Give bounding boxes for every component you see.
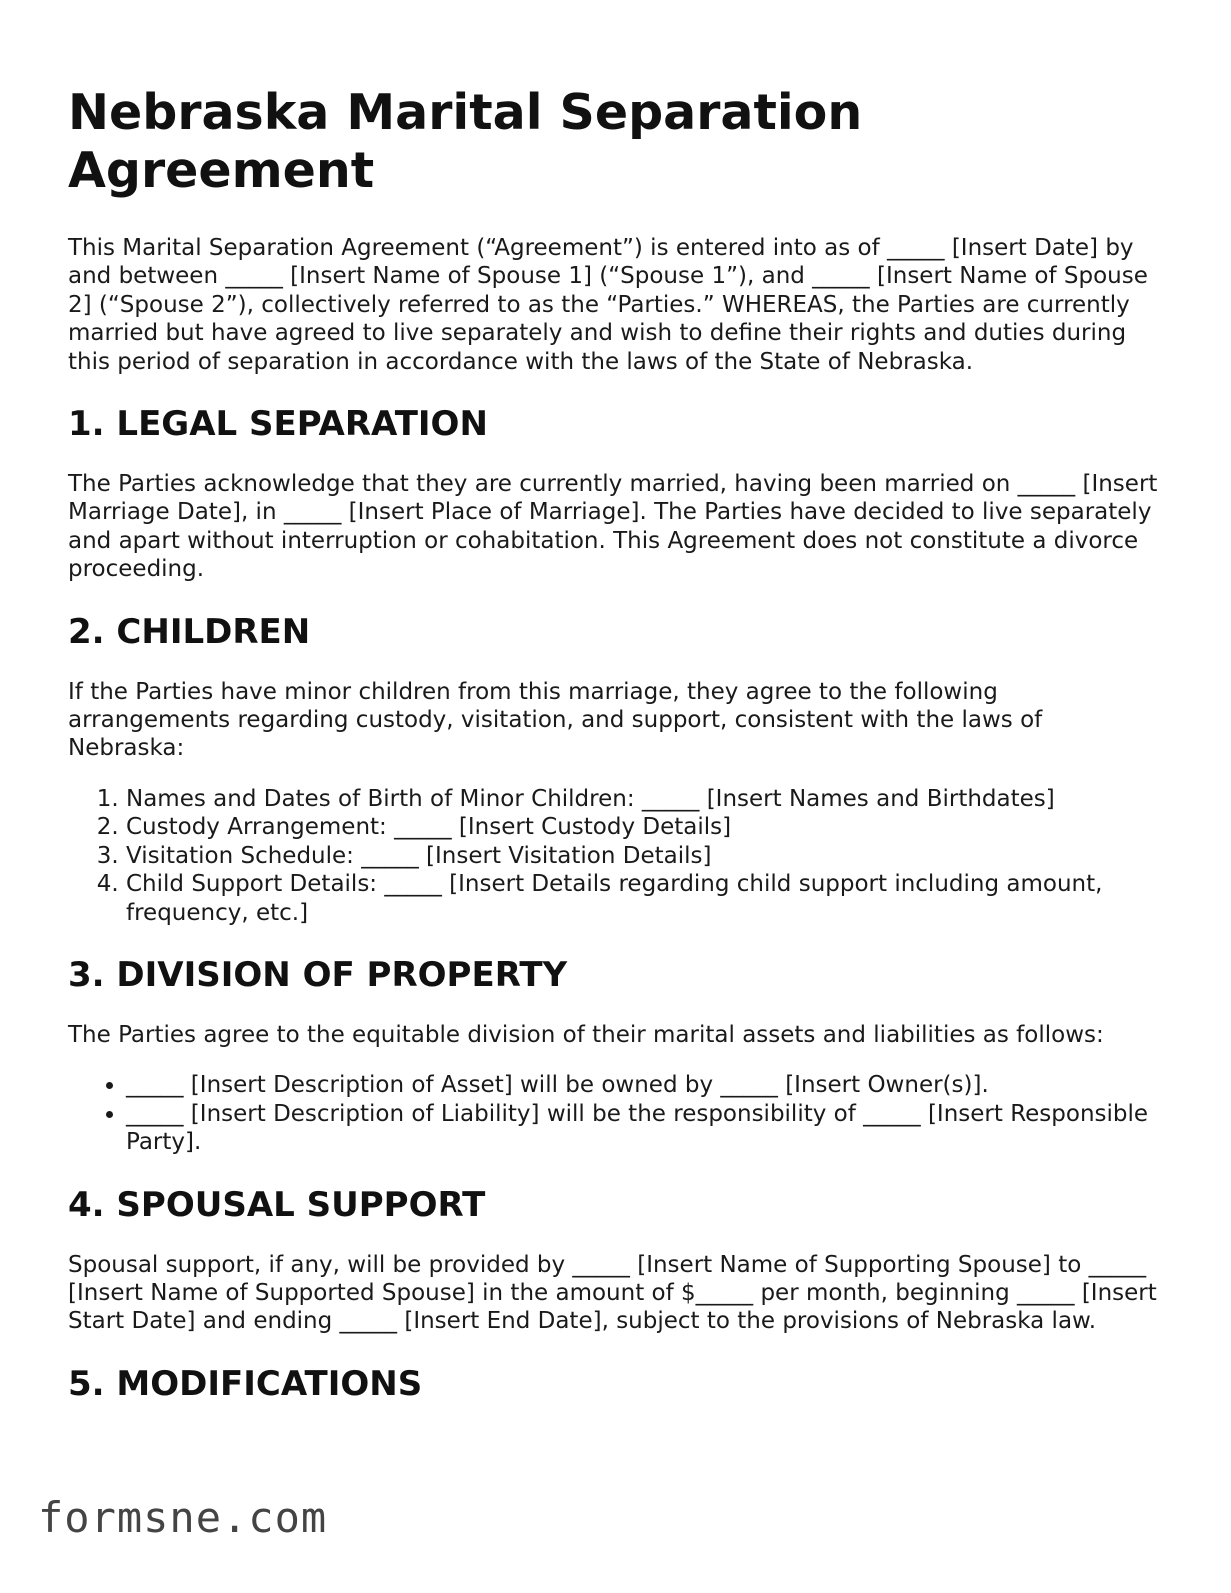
property-list (68, 1071, 1158, 1156)
list-item: • _____ [Insert Description of Asset] will be owned by _____ [Insert Owner(s)]. (126, 1071, 1158, 1099)
document-title: Nebraska Marital Separation Agreement (68, 84, 863, 199)
site-watermark: formsne.com (38, 1493, 328, 1542)
list-item: 3. Visitation Schedule: _____ [Insert Visitation Details] (126, 842, 1158, 870)
list-item: 2. Custody Arrangement: _____ [Insert Custody Details] (126, 813, 1158, 841)
section-body: Spousal support, if any, will be provided by _____ [Insert Name of Supporting Spouse] to _____ [Insert Name of Supported Spouse] in the amount of $_____ per month, beginning _____ [Insert Start Date] and ending _____ [Insert End Date], subject to the provisions of Nebraska law. (68, 1251, 1157, 1335)
section-legal-separation (68, 404, 1158, 584)
list-item: 4. Child Support Details: _____ [Insert Details regarding child support including amount, frequency, etc.] (126, 870, 1158, 927)
section-body: If the Parties have minor children from this marriage, they agree to the following arrangements regarding custody, visitation, and support, consistent with the laws of Nebraska: (68, 678, 1043, 762)
section-modifications (68, 1364, 1158, 1404)
section-division-of-property (68, 955, 1158, 1157)
section-heading: 4. SPOUSAL SUPPORT (68, 1184, 486, 1225)
section-heading: 5. MODIFICATIONS (68, 1363, 423, 1404)
section-heading: 3. DIVISION OF PROPERTY (68, 954, 568, 995)
children-list (68, 785, 1158, 927)
section-heading: 1. LEGAL SEPARATION (68, 404, 488, 445)
section-spousal-support (68, 1185, 1158, 1336)
section-body: The Parties acknowledge that they are currently married, having been married on _____ [Insert Marriage Date], in _____ [Insert Place of Marriage]. The Parties have decided to live separately and apart without interruption or cohabitation. This Agreement does not constitute a divorce proceeding. (68, 471, 1158, 583)
intro-paragraph: This Marital Separation Agreement (“Agreement”) is entered into as of _____ [Insert Date] by and between _____ [Insert Name of Spouse 1] (“Spouse 1”), and _____ [Insert Name of Spouse 2] (“Spouse 2”), collectively referred to as the “Parties.” WHEREAS, the Parties are currently married but have agreed to live separately and wish to define their rights and duties during this period of separation in accordance with the laws of the State of Nebraska. (68, 235, 1148, 375)
section-body: The Parties agree to the equitable division of their marital assets and liabilities as follows: (68, 1021, 1104, 1048)
list-item: 1. Names and Dates of Birth of Minor Children: _____ [Insert Names and Birthdates] (126, 785, 1158, 813)
section-children (68, 612, 1158, 927)
document-page (68, 84, 1158, 1430)
list-item: • _____ [Insert Description of Liability] will be the responsibility of _____ [Insert Responsible Party]. (126, 1100, 1158, 1157)
section-heading: 2. CHILDREN (68, 611, 311, 652)
